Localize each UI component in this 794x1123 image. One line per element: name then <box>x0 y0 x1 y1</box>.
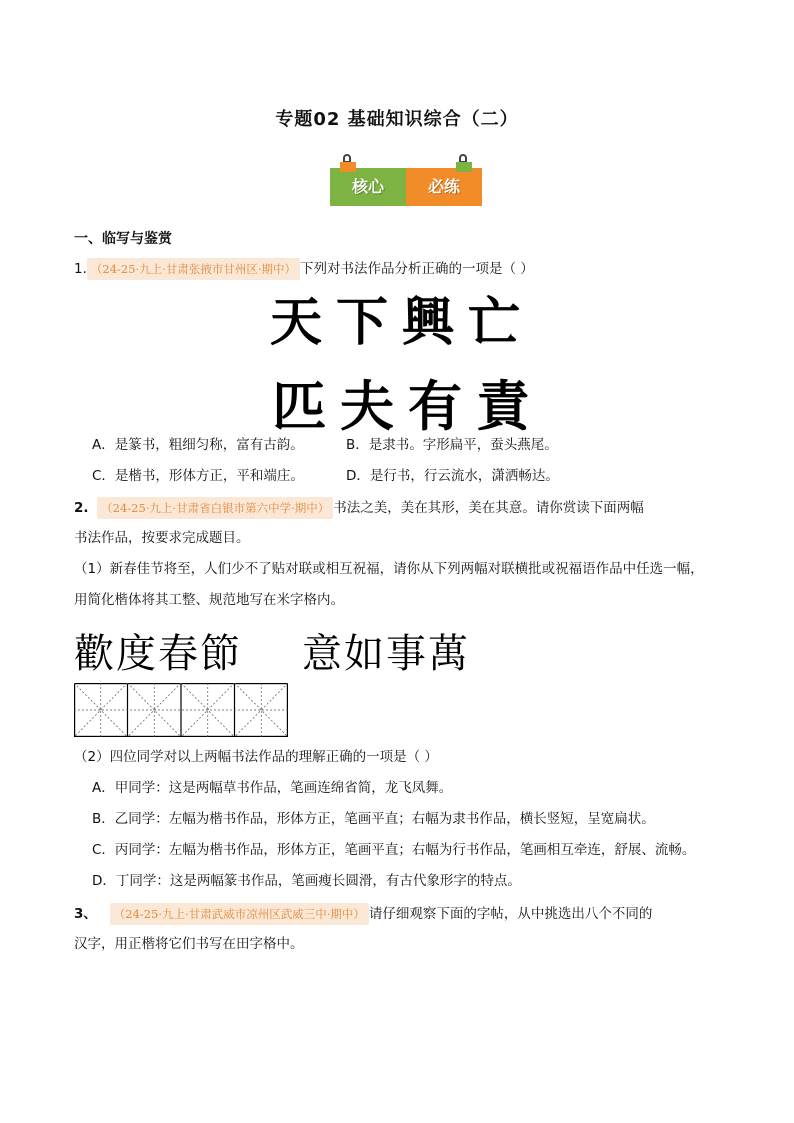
option-d: D．丁同学：这是两幅篆书作品，笔画瘦长圆滑，有古代象形字的特点。 <box>92 873 521 889</box>
option-b: B．是隶书。字形扁平，蚕头燕尾。 <box>346 437 558 453</box>
option-b: B．乙同学：左幅为楷书作品，形体方正，笔画平直；右幅为隶书作品，横长竖短，呈宽扁状。 <box>92 811 655 827</box>
core-practice-badge <box>330 168 482 206</box>
question-stem: 书法之美，美在其形，美在其意。请你赏读下面两幅 <box>333 500 644 516</box>
sub-question-1-cont: 用简化楷体将其工整、规范地写在米字格内。 <box>74 592 344 608</box>
question-number: 3、 <box>74 906 97 922</box>
option-c: C．丙同学：左幅为楷书作品，形体方正，笔画平直；右幅为行书作品，笔画相互牵连，舒展、流畅。 <box>92 842 696 858</box>
question-stem-cont: 书法作品，按要求完成题目。 <box>74 530 250 546</box>
question-stem: 下列对书法作品分析正确的一项是（ ） <box>300 261 534 277</box>
question-stem-cont: 汉字，用正楷将它们书写在田字格中。 <box>74 936 304 952</box>
calligraphy-work-right: 意如事萬 <box>302 631 470 677</box>
sub-question-2: （2）四位同学对以上两幅书法作品的理解正确的一项是（ ） <box>74 749 438 765</box>
calligraphy-line-1: 天下興亡 <box>270 292 535 353</box>
question-source-tag: （24-25·九上·甘肃张掖市甘州区·期中） <box>87 258 300 280</box>
badge-right-label: 必练 <box>427 177 460 196</box>
question-source-tag: （24-25·九上·甘肃武威市凉州区武威三中·期中） <box>110 903 369 925</box>
page-title: 专题02 基础知识综合（二） <box>275 109 519 130</box>
option-c: C．是楷书，形体方正，平和端庄。 <box>92 468 304 484</box>
option-d: D．是行书，行云流水，潇洒畅达。 <box>346 468 559 484</box>
binder-clip-icon <box>340 154 356 172</box>
calligraphy-work-left: 歡度春節 <box>74 631 242 677</box>
option-a: A．是篆书，粗细匀称，富有古韵。 <box>92 437 304 453</box>
calligraphy-line-2: 匹夫有責 <box>272 374 544 438</box>
question-number: 1. <box>74 261 87 277</box>
binder-clip-icon <box>456 154 472 172</box>
question-1 <box>74 258 534 280</box>
mi-character-grid[interactable] <box>74 683 288 737</box>
section-heading: 一、临写与鉴赏 <box>74 231 172 247</box>
question-2 <box>74 497 644 519</box>
question-source-tag: （24-25·九上·甘肃省白银市第六中学·期中） <box>97 497 333 519</box>
question-number: 2. <box>74 500 89 516</box>
badge-left-label: 核心 <box>351 177 384 196</box>
question-3 <box>74 903 652 925</box>
question-stem: 请仔细观察下面的字帖，从中挑选出八个不同的 <box>368 906 653 922</box>
option-a: A．甲同学：这是两幅草书作品，笔画连绵省简，龙飞凤舞。 <box>92 780 453 796</box>
sub-question-1: （1）新春佳节将至，人们少不了贴对联或相互祝福，请你从下列两幅对联横批或祝福语作品中任选一幅， <box>74 561 704 577</box>
